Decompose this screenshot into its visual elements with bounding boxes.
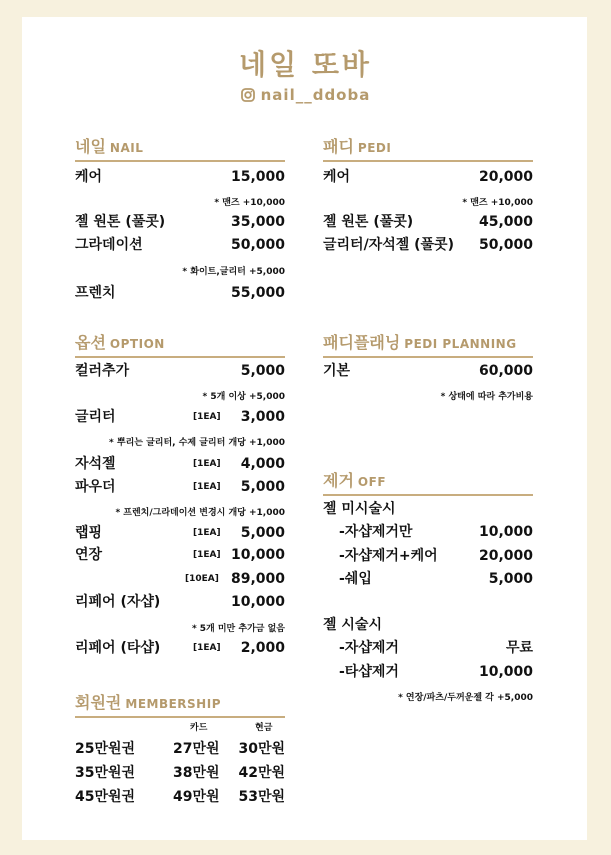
item-label: 컬러추가 [75,363,130,379]
item-price: 50,000 [230,237,285,253]
price-note: * 뿌리는 글리터, 수제 글리터 개당 +1,000 [109,438,285,448]
membership-cash-price: 30만원 [238,741,285,757]
price-row [75,524,285,542]
price-row [75,570,285,588]
item-qty: [1EA] [193,528,221,538]
price-row [323,547,533,565]
membership-cash-price: 53만원 [238,789,285,805]
price-note: * 5개 이상 +5,000 [202,392,285,402]
price-row [323,362,533,380]
section-header-membership [75,690,285,718]
item-qty: [1EA] [193,459,221,469]
item-price: 89,000 [230,571,285,587]
section-off [323,468,533,703]
section-header-off [323,468,533,496]
item-label: 젤 원톤 (풀콧) [75,214,166,230]
item-label: 자석젤 [75,456,116,472]
membership-header-card: 카드 [190,723,208,733]
item-qty: [1EA] [193,482,221,492]
item-price: 5,000 [240,479,285,495]
item-price: 55,000 [230,285,285,301]
price-row [75,362,285,380]
section-title-en: OFF [357,475,387,489]
section-nail [75,134,285,301]
price-note: * 5개 미만 추가금 없음 [191,624,285,634]
instagram-handle-text: nail__ddoba [260,86,371,104]
item-label: -자샵제거 [339,640,399,656]
membership-card-price: 38만원 [173,765,220,781]
membership-card-price: 49만원 [173,789,220,805]
section-header-option [75,330,285,358]
section-title-en: PEDI [357,141,392,155]
item-qty: [1EA] [193,412,221,422]
price-row [75,455,285,473]
group-heading [323,616,533,634]
price-note: * 연장/파츠/두꺼운젤 각 +5,000 [398,693,533,703]
price-note: * 맨즈 +10,000 [214,198,285,208]
price-row [75,168,285,186]
item-label: 프렌치 [75,285,116,301]
item-price: 10,000 [478,664,533,680]
membership-header-cash: 현금 [255,723,273,733]
instagram-icon [241,88,255,102]
item-label: -쉐입 [339,571,372,587]
item-label: 파우더 [75,479,116,495]
price-row [75,408,285,426]
membership-name: 45만원권 [75,789,136,805]
item-label: 젤 원톤 (풀콧) [323,214,414,230]
price-row [323,236,533,254]
membership-name: 35만원권 [75,765,136,781]
section-title: 회원권 [75,693,122,712]
item-label: 그라데이션 [75,237,143,253]
item-label: 연장 [75,547,103,563]
price-row [75,478,285,496]
membership-cash-price: 42만원 [238,765,285,781]
price-row [75,284,285,302]
section-title-en: NAIL [109,141,144,155]
item-price: 20,000 [478,169,533,185]
section-membership [75,690,285,805]
section-pedi [323,134,533,253]
item-price: 10,000 [230,547,285,563]
item-qty: [10EA] [185,574,219,584]
price-note: * 상태에 따라 추가비용 [440,392,533,402]
membership-row [75,764,285,782]
section-title: 옵션 [75,333,106,352]
item-price: 50,000 [478,237,533,253]
section-header-pedi [323,134,533,162]
price-row [75,546,285,564]
section-header-nail [75,134,285,162]
membership-row [75,740,285,758]
item-price: 5,000 [240,525,285,541]
item-label: 랩핑 [75,525,103,541]
item-label: 케어 [75,169,103,185]
instagram-handle[interactable] [0,86,611,104]
item-price: 20,000 [478,548,533,564]
price-row [323,570,533,588]
group-heading-label: 젤 시술시 [323,617,382,633]
section-header-pedi-planning [323,330,533,358]
item-label: 글리터 [75,409,116,425]
section-title: 네일 [75,137,106,156]
item-price: 35,000 [230,214,285,230]
price-note: * 화이트,글리터 +5,000 [182,267,285,277]
item-price: 10,000 [478,524,533,540]
membership-name: 25만원권 [75,741,136,757]
price-row [323,663,533,681]
item-price: 2,000 [240,640,285,656]
item-label: 케어 [323,169,351,185]
price-row [323,168,533,186]
item-price: 5,000 [240,363,285,379]
price-row [323,639,533,657]
section-title: 패디 [323,137,354,156]
item-label: -자샵제거만 [339,524,413,540]
section-title-en: MEMBERSHIP [125,697,221,711]
price-row [323,523,533,541]
item-label: 리페어 (타샵) [75,640,161,656]
shop-title: 네일 또바 [239,48,372,81]
price-row [75,593,285,611]
item-price: 15,000 [230,169,285,185]
group-heading [323,500,533,518]
item-label: 글리터/자석젤 (풀콧) [323,237,454,253]
group-heading-label: 젤 미시술시 [323,501,396,517]
item-label: 리페어 (자샵) [75,594,161,610]
item-price: 3,000 [240,409,285,425]
item-price: 4,000 [240,456,285,472]
item-qty: [1EA] [193,550,221,560]
item-price: 45,000 [478,214,533,230]
section-title: 제거 [323,471,354,490]
item-price: 10,000 [230,594,285,610]
section-option [75,330,285,656]
membership-card-price: 27만원 [173,741,220,757]
price-row [323,213,533,231]
item-qty: [1EA] [193,643,221,653]
price-row [75,213,285,231]
item-label: 기본 [323,363,351,379]
item-price: 60,000 [478,363,533,379]
item-price: 무료 [505,640,533,656]
membership-row [75,788,285,806]
section-title-en: OPTION [109,337,165,351]
item-label: -자샵제거+케어 [339,548,438,564]
section-title-en: PEDI PLANNING [404,337,517,351]
section-pedi-planning [323,330,533,402]
section-title: 패디플래닝 [323,333,401,352]
item-price: 5,000 [488,571,533,587]
item-label: -타샵제거 [339,664,399,680]
price-note: * 프렌치/그라데이션 변경시 개당 +1,000 [115,508,285,518]
price-row [75,236,285,254]
price-row [75,639,285,657]
price-note: * 맨즈 +10,000 [462,198,533,208]
